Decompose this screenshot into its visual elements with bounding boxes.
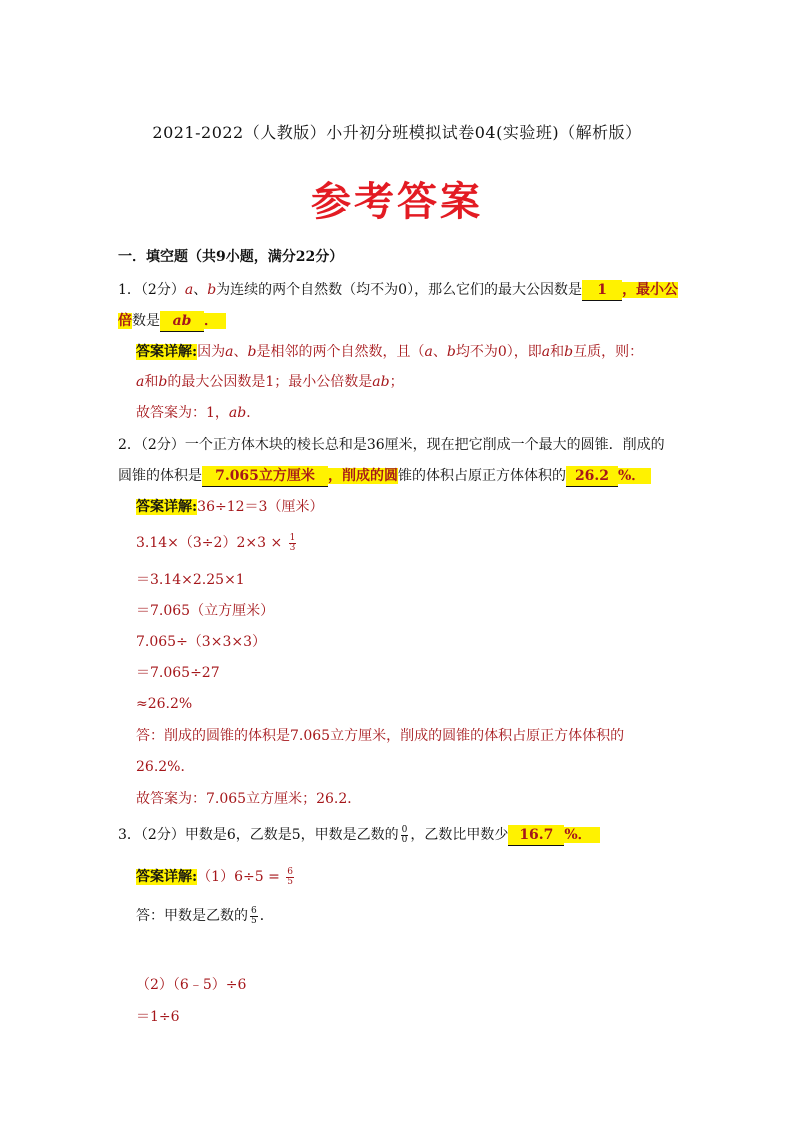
q1-stem-line1: 1．（2分）a、b为连续的两个自然数（均不为0），那么它们的最大公因数是 1 ，最小公 <box>118 280 678 301</box>
q2-answer-percent: 26.2 <box>566 466 618 487</box>
detail-label: 答案详解: <box>136 499 198 515</box>
q2-step4: 7.065÷（3×3×3） <box>136 634 266 650</box>
detail-label: 答案详解: <box>136 344 198 360</box>
document-title: 2021-2022（人教版）小升初分班模拟试卷04(实验班)（解析版） <box>152 123 642 142</box>
q2-step1: 3.14×（3÷2）2×3 × $\frac{1}{3}$ <box>136 532 296 553</box>
q2-step3: ＝7.065（立方厘米） <box>136 603 275 619</box>
q3-answer-percent: 16.7 <box>508 825 564 846</box>
q3-part2-line2: ＝1÷6 <box>136 1009 180 1025</box>
q2-step2: ＝3.14×2.25×1 <box>136 572 245 588</box>
q1-detail-line1: 答案详解:因为a、b是相邻的两个自然数，且（a、b均不为0），即a和b互质，则： <box>136 344 644 360</box>
q1-stem-line2: 倍数是 ab ． <box>118 311 226 332</box>
q2-stem-line2: 圆锥的体积是 7.065立方厘米 ，削成的圆锥的体积占原正方体体积的 26.2 %． <box>118 466 651 487</box>
q3-part2-line1: （2）（6﹣5）÷6 <box>136 977 247 993</box>
q2-step5: ＝7.065÷27 <box>136 665 220 681</box>
q2-final-answer: 故答案为：7.065立方厘米；26.2． <box>136 791 362 807</box>
q3-detail-line1: 答案详解:（1）6÷5 = $\frac{6}{5}$ <box>136 866 293 887</box>
q2-detail-line1: 答案详解:36÷12＝3（厘米） <box>136 499 324 515</box>
q3-answer-line: 答：甲数是乙数的 $\frac{6}{5}$ ． <box>136 905 274 926</box>
answer-key-heading: 参考答案 <box>311 179 483 225</box>
q2-answer-volume: 7.065立方厘米 <box>202 466 328 487</box>
q2-step6: ≈26.2% <box>136 696 193 712</box>
section-heading: 一．填空题（共9小题，满分22分） <box>118 249 344 265</box>
q1-answer-lcm: ab <box>160 311 204 332</box>
q2-stem-line1: 2．（2分）一个正方体木块的棱长总和是36厘米，现在把它削成一个最大的圆锥．削成的 <box>118 437 665 453</box>
detail-label: 答案详解: <box>136 869 198 885</box>
q3-stem: 3．（2分）甲数是6，乙数是5，甲数是乙数的 $\frac{0}{0}$ ，乙数比甲数少 16.7 %． <box>118 825 600 846</box>
q1-answer-gcd: 1 <box>582 280 622 301</box>
q2-answer-line1: 答：削成的圆锥的体积是7.065立方厘米，削成的圆锥的体积占原正方体体积的 <box>136 728 625 744</box>
q1-detail-line2: a和b的最大公因数是1；最小公倍数是ab； <box>136 374 404 390</box>
q2-answer-line2: 26.2%． <box>136 759 195 775</box>
q1-final-answer: 故答案为：1，ab． <box>136 405 261 421</box>
